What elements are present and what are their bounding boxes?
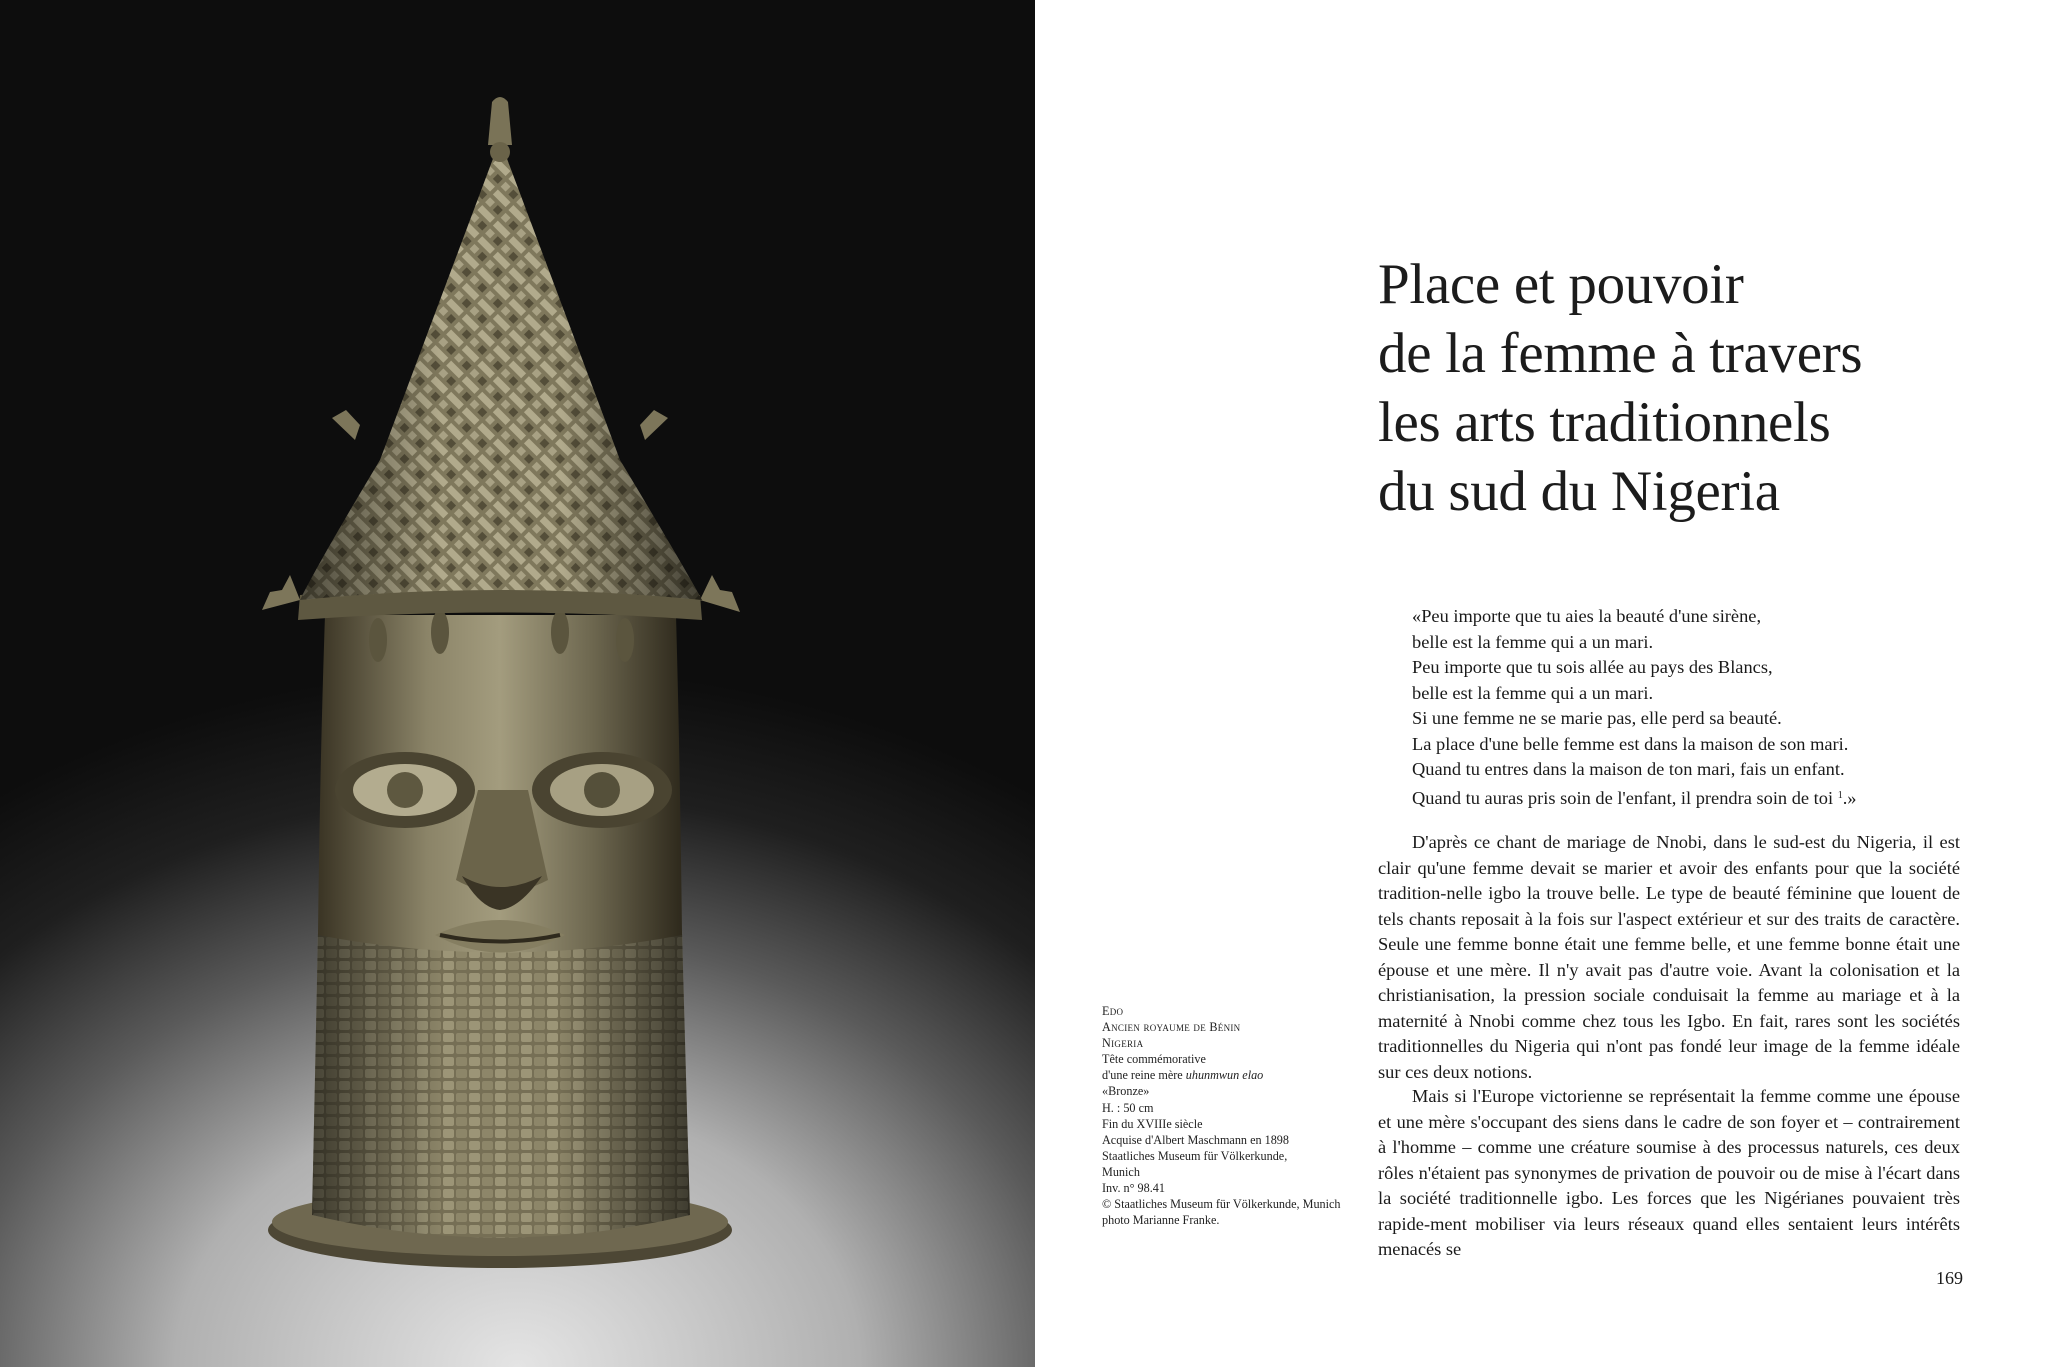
body-paragraph-2: Mais si l'Europe victorienne se représentait la femme comme une épouse et une mère s'occupant des siens dans le cadre de son foyer et – contrairement à l'homme – comme une créature soumise à des processus naturels, ces deux rôles n'étaient pas synonymes de privation de pouvoir ou de mise à l'écart dans la société traditionnelle igbo. Les forces que les Nigérianes pouvaient très rapide-ment mobiliser via leurs réseaux quand elles sentaient leurs intérêts menacés se bbox=[1378, 1086, 1960, 1259]
title-line: du sud du Nigeria bbox=[1378, 460, 1780, 523]
caption-object: Tête commémorative bbox=[1102, 1052, 1206, 1067]
epigraph-song bbox=[1412, 604, 1972, 811]
epigraph-line: Si une femme ne se marie pas, elle perd sa beauté. bbox=[1412, 708, 1782, 728]
body-paragraph-1: D'après ce chant de mariage de Nnobi, dans le sud-est du Nigeria, il est clair qu'une femme devait se marier et avoir des enfants pour que la société tradition-nelle igbo la trouve belle. Le type de beauté féminine que louent de tels chants reposait à la fois sur l'aspect extérieur et sur des traits de caractère. Seule une femme bonne était une femme belle, et une femme bonne était une épouse et une mère. Il n'y avait pas d'autre voie. Avant la colonisation et la christianisation, la pression sociale conduisait la femme au mariage et à la maternité à Nnobi comme chez tous les Igbo. En fait, rares sont les sociétés traditionnelles du Nigeria qui n'ont pas fondé leur image de la femme idéale sur ces deux notions. bbox=[1378, 832, 1960, 1082]
caption-country: Nigeria bbox=[1102, 1036, 1144, 1051]
page-number: 169 bbox=[1936, 1268, 1963, 1288]
caption-photo-credit: photo Marianne Franke. bbox=[1102, 1213, 1220, 1228]
caption-inventory: Inv. n° 98.41 bbox=[1102, 1181, 1165, 1196]
title-line: Place et pouvoir bbox=[1378, 253, 1744, 316]
title-line: les arts traditionnels bbox=[1378, 391, 1831, 454]
caption-height: H. : 50 cm bbox=[1102, 1100, 1154, 1115]
epigraph-line: belle est la femme qui a un mari. bbox=[1412, 682, 1654, 703]
caption-copyright: © Staatliches Museum für Völkerkunde, Munich bbox=[1102, 1197, 1341, 1212]
epigraph-line: Peu importe que tu sois allée au pays des Blancs, bbox=[1412, 657, 1773, 677]
epigraph-line: La place d'une belle femme est dans la maison de son mari. bbox=[1412, 733, 1849, 754]
caption-object-term: uhunmwun elao bbox=[1185, 1068, 1264, 1083]
caption-museum: Staatliches Museum für Völkerkunde, bbox=[1102, 1148, 1288, 1163]
epigraph-line: Quand tu entres dans la maison de ton mari, fais un enfant. bbox=[1412, 759, 1845, 779]
caption-material: «Bronze» bbox=[1102, 1084, 1150, 1099]
caption-kingdom: Ancien royaume de Bénin bbox=[1102, 1020, 1241, 1035]
caption-object-detail: d'une reine mère uhunmwun elao bbox=[1102, 1068, 1264, 1083]
epigraph-line-last: Quand tu auras pris soin de l'enfant, il prendra soin de toi $^1$.» bbox=[1412, 787, 1857, 808]
caption-city: Munich bbox=[1102, 1164, 1140, 1179]
title-line: de la femme à travers bbox=[1378, 322, 1863, 385]
caption-provenance: Acquise d'Albert Maschmann en 1898 bbox=[1102, 1132, 1289, 1147]
artwork-caption bbox=[1102, 1003, 1362, 1228]
caption-date: Fin du XVIIIe siècle bbox=[1102, 1116, 1203, 1131]
caption-culture: Edo bbox=[1102, 1004, 1124, 1018]
epigraph-line: belle est la femme qui a un mari. bbox=[1412, 631, 1654, 652]
footnote-marker[interactable]: 1 bbox=[1837, 789, 1843, 801]
epigraph-line: «Peu importe que tu aies la beauté d'une sirène, bbox=[1412, 606, 1762, 626]
chapter-title bbox=[1378, 250, 1998, 526]
